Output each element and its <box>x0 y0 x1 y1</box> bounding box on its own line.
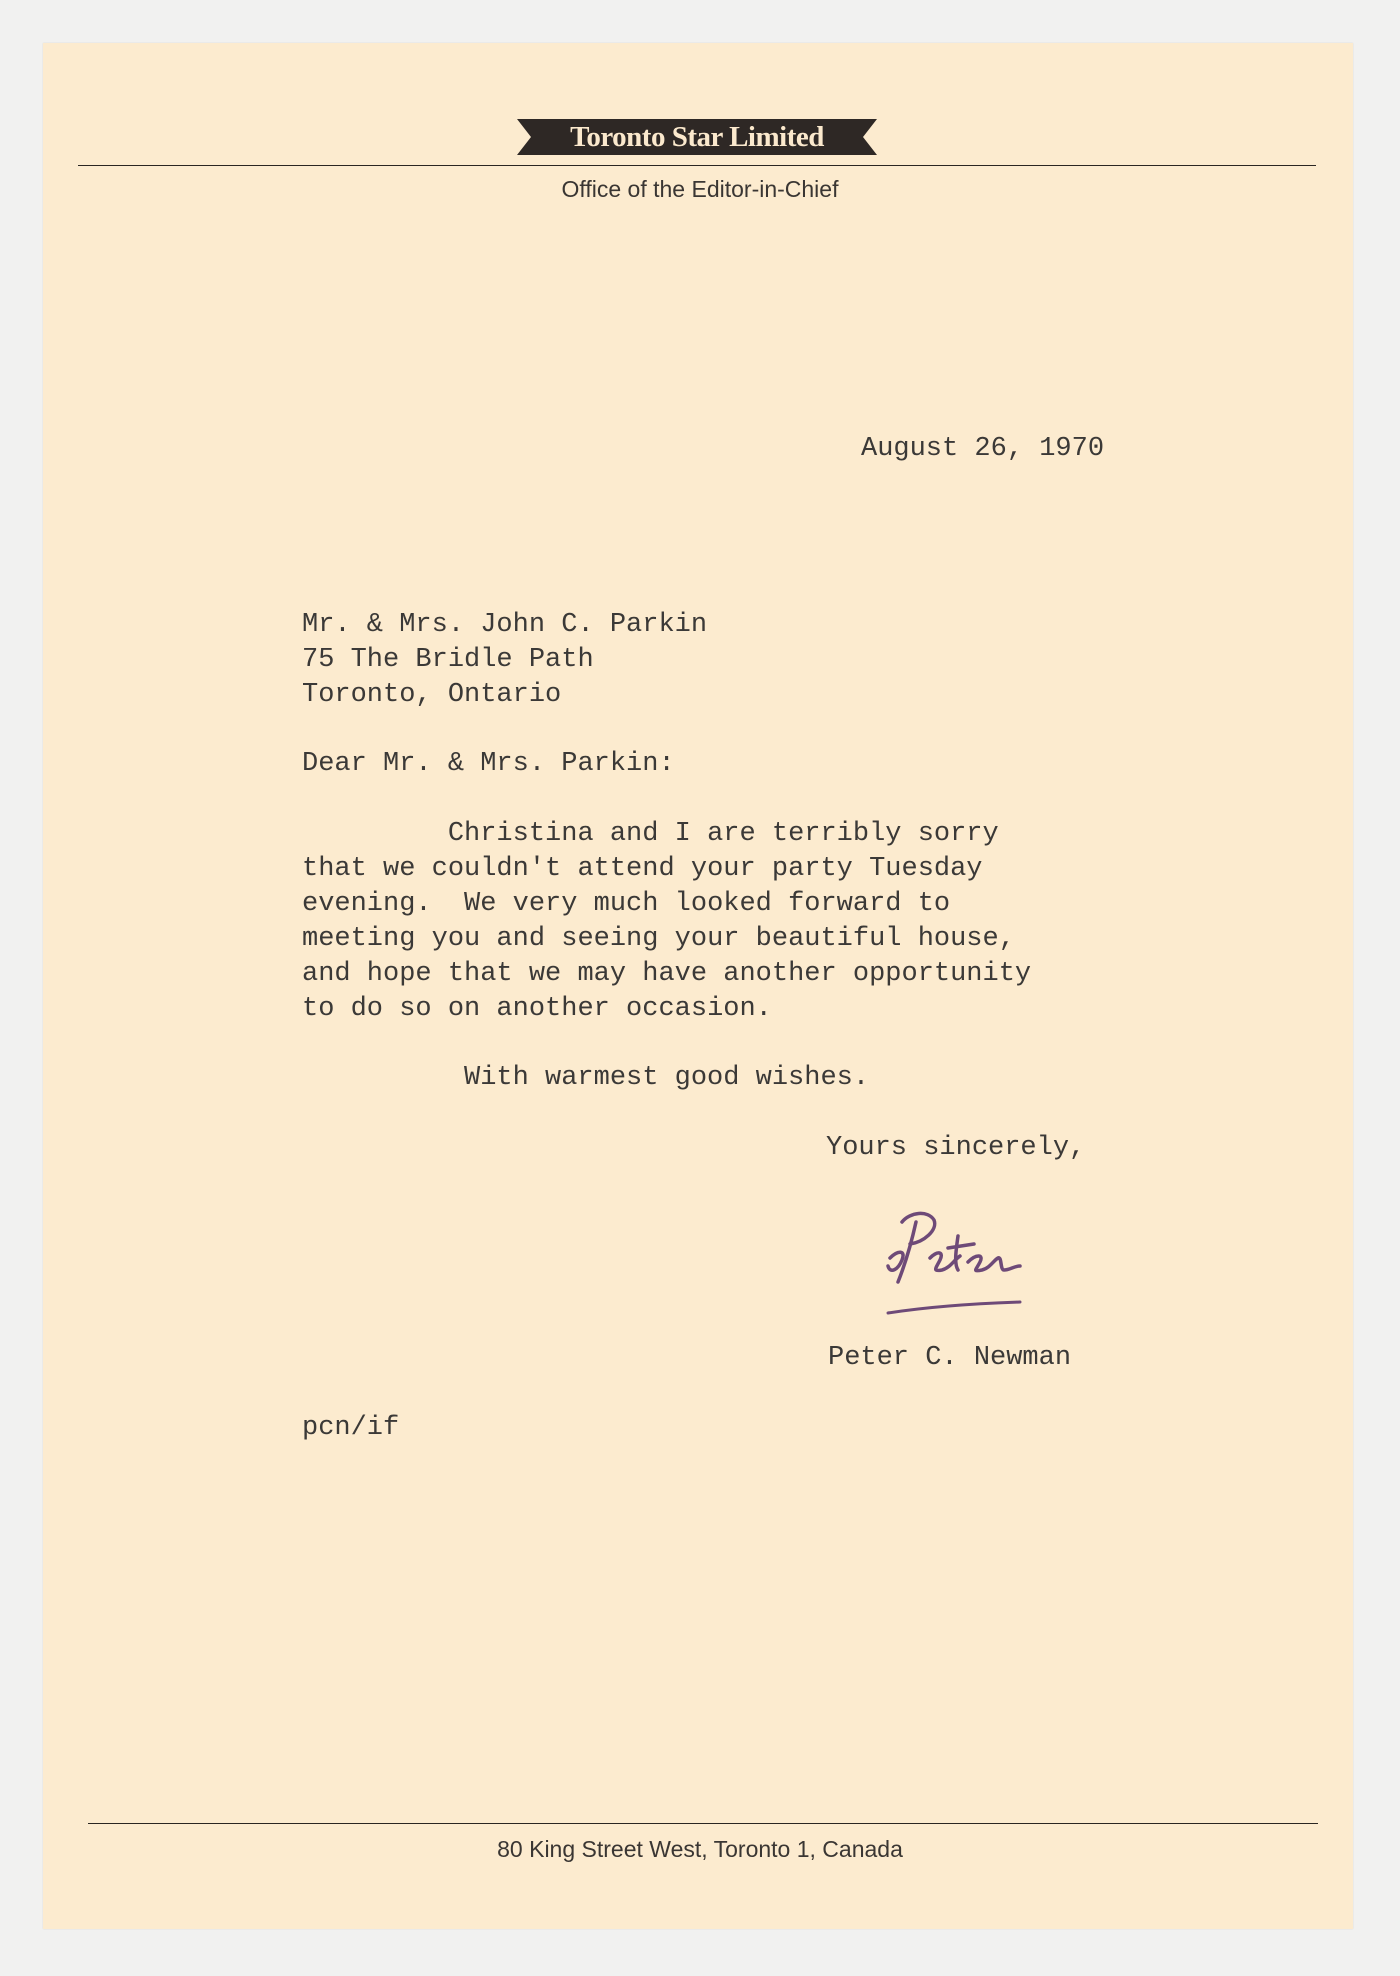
recipient-line: Toronto, Ontario <box>302 680 562 710</box>
footer-address: 80 King Street West, Toronto 1, Canada <box>497 1836 903 1862</box>
letterhead-rule <box>78 165 1316 166</box>
closing-wishes: With warmest good wishes. <box>464 1063 870 1093</box>
office-line: Office of the Editor-in-Chief <box>561 176 839 202</box>
body-line: to do so on another occasion. <box>302 994 772 1024</box>
recipient-address <box>302 608 707 713</box>
recipient-line: Mr. & Mrs. John C. Parkin <box>302 610 708 640</box>
body-line: and hope that we may have another opportunity <box>302 959 1032 989</box>
letter-date: August 26, 1970 <box>861 434 1105 464</box>
footer-rule <box>88 1823 1318 1824</box>
signer-name: Peter C. Newman <box>828 1343 1072 1373</box>
complimentary-close: Yours sincerely, <box>826 1133 1086 1163</box>
letterhead-banner <box>517 115 877 159</box>
company-name: Toronto Star Limited <box>570 121 824 153</box>
recipient-line: 75 The Bridle Path <box>302 645 594 675</box>
salutation: Dear Mr. & Mrs. Parkin: <box>302 749 675 779</box>
body-line: evening. We very much looked forward to <box>302 889 951 919</box>
letter-body <box>302 817 1031 1027</box>
body-line: Christina and I are terribly sorry <box>302 819 999 849</box>
reference-initials: pcn/if <box>302 1413 400 1443</box>
body-line: meeting you and seeing your beautiful house, <box>302 924 1015 954</box>
handwritten-signature <box>880 1200 1040 1330</box>
body-line: that we couldn't attend your party Tuesday <box>302 854 983 884</box>
